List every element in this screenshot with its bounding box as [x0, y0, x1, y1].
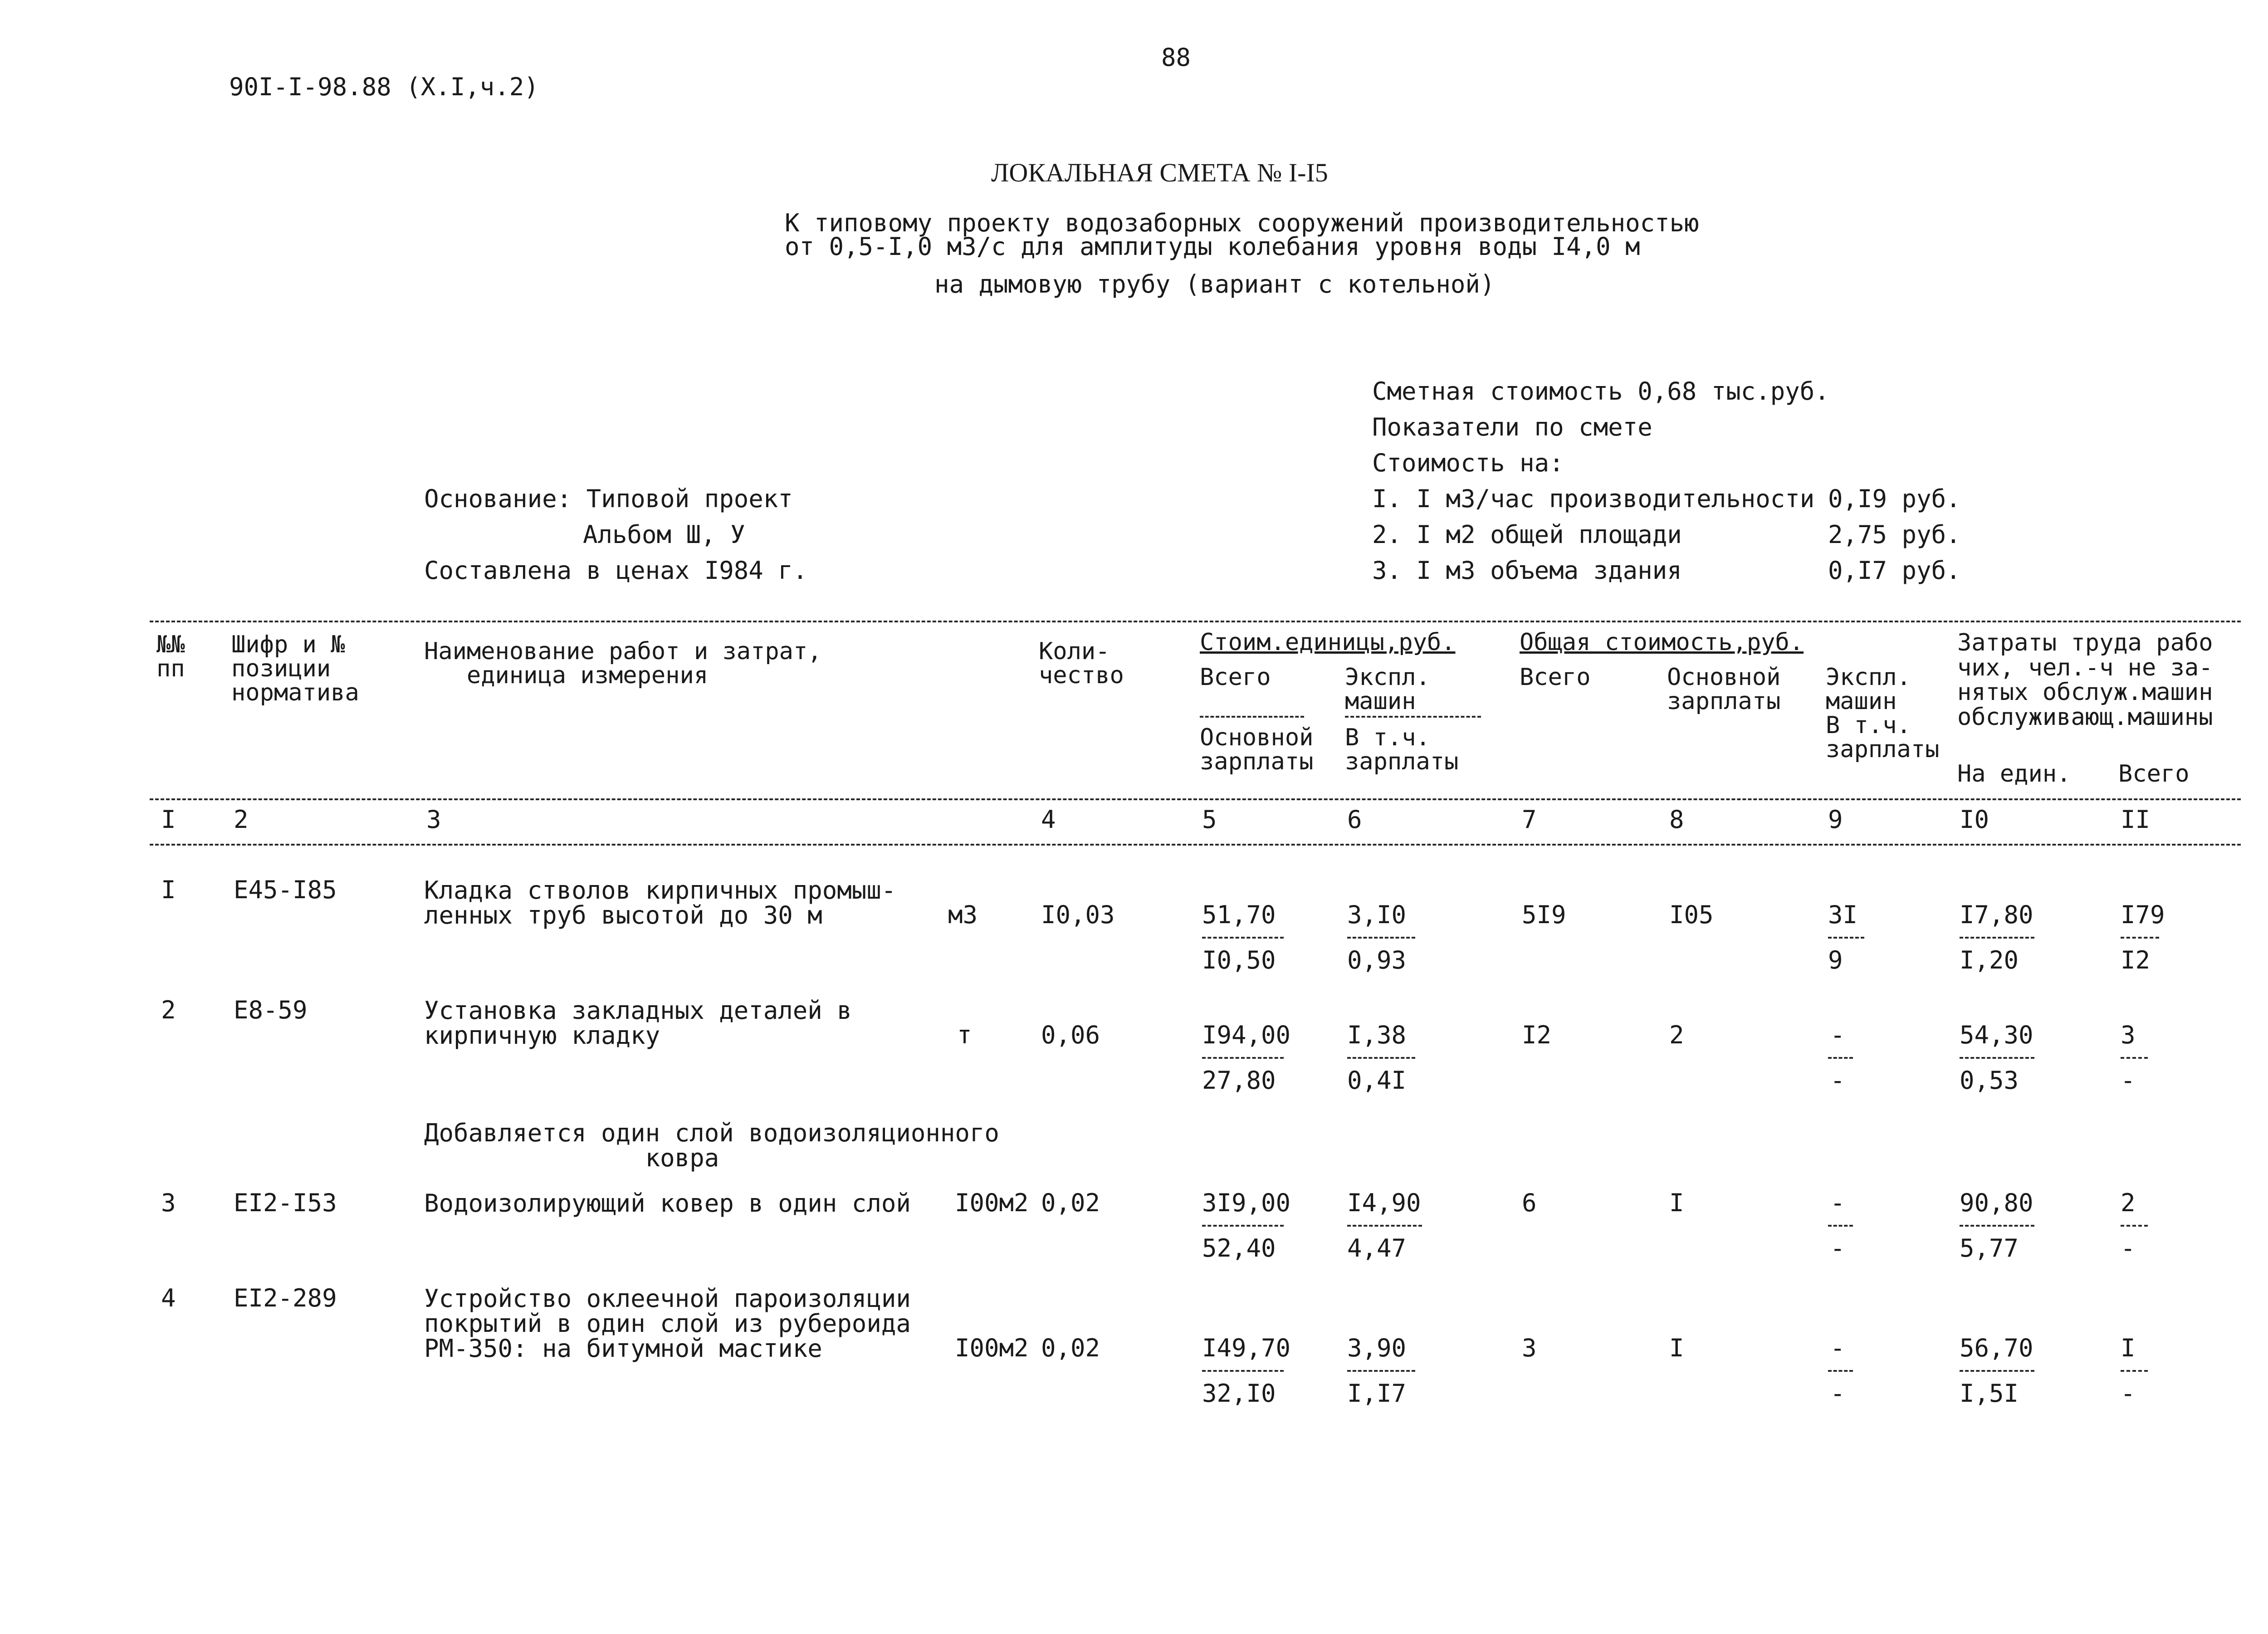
- group-header-unit-cost: Стоим.единицы,руб.: [1200, 629, 1456, 656]
- fraction-line: [1828, 937, 1864, 939]
- col-header-total-machines: Экспл. машин В т.ч. зарплаты: [1826, 664, 1940, 763]
- row-labor-total: I: [2121, 1334, 2136, 1362]
- col-header-unit-total: Всего: [1200, 664, 1271, 691]
- row-total: 5I9: [1522, 900, 1566, 929]
- column-number: II: [2121, 805, 2151, 834]
- row-number: 2: [161, 996, 176, 1024]
- row-total-wages: I: [1669, 1334, 1684, 1362]
- row-quantity: 0,02: [1041, 1334, 1100, 1362]
- fraction-line: [2121, 937, 2159, 939]
- estimate-subtitle-line-1: К типовому проекту водозаборных сооружений производительностью: [785, 209, 1699, 237]
- cost-indicator-value-3: 0,I7 руб.: [1828, 556, 1961, 585]
- fraction-line: [1828, 1057, 1853, 1059]
- unit-total-divider: [1200, 716, 1304, 718]
- row-code: ЕI2-I53: [234, 1189, 337, 1217]
- document-code: 90I-I-98.88 (X.I,ч.2): [229, 73, 539, 101]
- row-code: ЕI2-289: [234, 1284, 337, 1312]
- fraction-line: [2121, 1057, 2148, 1059]
- fraction-line: [1202, 1057, 1284, 1059]
- fraction-line: [2121, 1370, 2148, 1372]
- col-header-labor-per-unit: На един.: [1957, 760, 2071, 788]
- row-labor-total-machines: -: [2121, 1234, 2136, 1262]
- cost-indicator-label-1: I. I м3/час производительности: [1372, 484, 1815, 513]
- row-quantity: 0,06: [1041, 1021, 1100, 1049]
- fraction-line: [1960, 1370, 2034, 1372]
- row-number: 4: [161, 1284, 176, 1312]
- page-number: 88: [1161, 43, 1191, 72]
- column-numbers-top-rule: [150, 798, 2241, 800]
- column-number: 4: [1041, 805, 1056, 834]
- row-labor-per-unit-machines: 5,77: [1960, 1234, 2019, 1262]
- row-total-machines: -: [1830, 1021, 1845, 1049]
- row-unit-machine-wages: 0,4I: [1347, 1066, 1407, 1095]
- column-number: 3: [426, 805, 441, 834]
- row-unit-machines: I4,90: [1347, 1189, 1421, 1217]
- estimate-subtitle-line-2: от 0,5-I,0 м3/с для амплитуды колебания уровня воды I4,0 м: [785, 232, 1640, 261]
- column-number: 6: [1347, 805, 1362, 834]
- row-total-machines: -: [1830, 1189, 1845, 1217]
- col-header-name: Наименование работ и затрат, единица измерения: [424, 638, 822, 690]
- row-labor-per-unit-machines: I,5I: [1960, 1379, 2019, 1408]
- row-unit-machine-wages: I,I7: [1347, 1379, 1407, 1408]
- row-labor-per-unit: I7,80: [1960, 900, 2033, 929]
- row-work-name: Устройство оклеечной пароизоляции покрытий в один слой из рубероида РМ-350: на битумной мастике: [424, 1284, 911, 1363]
- row-unit-wages: 52,40: [1202, 1234, 1276, 1262]
- col-header-quantity: Коли- чество: [1039, 638, 1124, 690]
- row-total-machine-wages: -: [1830, 1234, 1845, 1262]
- column-numbers-bottom-rule: [150, 844, 2241, 846]
- row-labor-total: I79: [2121, 900, 2165, 929]
- column-number: 9: [1828, 805, 1843, 834]
- estimate-subtitle-line-3: на дымовую трубу (вариант с котельной): [934, 270, 1495, 298]
- column-number: 2: [234, 805, 249, 834]
- row-labor-per-unit: 56,70: [1960, 1334, 2033, 1362]
- cost-indicator-value-2: 2,75 руб.: [1828, 520, 1961, 549]
- row-unit-wages: I0,50: [1202, 946, 1276, 974]
- column-number: I: [161, 805, 176, 834]
- row-total-wages: I: [1669, 1189, 1684, 1217]
- group-header-total-cost: Общая стоимость,руб.: [1520, 629, 1804, 656]
- section-note: Добавляется один слой водоизоляционного ковра: [424, 1119, 999, 1173]
- row-labor-total-machines: I2: [2121, 946, 2151, 974]
- row-total-wages: 2: [1669, 1021, 1684, 1049]
- col-header-total: Всего: [1520, 664, 1591, 691]
- row-number: 3: [161, 1189, 176, 1217]
- col-header-labor-total: Всего: [2118, 760, 2190, 788]
- basis-line-3: Составлена в ценах I984 г.: [424, 556, 808, 585]
- fraction-line: [1960, 937, 2034, 939]
- estimate-title: ЛОКАЛЬНАЯ СМЕТА № I-I5: [991, 158, 1328, 187]
- group-header-labor: Затраты труда рабо чих, чел.-ч не за- нятых обслуж.машин обслуживающ.машины: [1957, 629, 2213, 731]
- col-header-unit-machines: Экспл. машин: [1345, 664, 1430, 715]
- col-header-total-wages: Основной зарплаты: [1667, 664, 1781, 715]
- indicators-title: Показатели по смете: [1372, 413, 1652, 441]
- row-total: 6: [1522, 1189, 1537, 1217]
- row-unit-machine-wages: 0,93: [1347, 946, 1407, 974]
- fraction-line: [1828, 1370, 1853, 1372]
- row-unit-machine-wages: 4,47: [1347, 1234, 1407, 1262]
- row-labor-per-unit: 90,80: [1960, 1189, 2033, 1217]
- row-unit: м3: [948, 900, 978, 929]
- row-work-name: Кладка стволов кирпичных промыш- ленных труб высотой до 30 м: [424, 876, 896, 930]
- fraction-line: [1202, 1370, 1284, 1372]
- col-header-number: №№ пп: [156, 631, 185, 683]
- row-labor-per-unit-machines: 0,53: [1960, 1066, 2019, 1095]
- row-work-name: Установка закладных деталей в кирпичную кладку: [424, 996, 852, 1050]
- row-unit: I00м2: [955, 1334, 1029, 1362]
- row-total-machine-wages: -: [1830, 1066, 1845, 1095]
- cost-indicator-value-1: 0,I9 руб.: [1828, 484, 1961, 513]
- fraction-line: [1347, 1057, 1415, 1059]
- fraction-line: [1960, 1057, 2034, 1059]
- row-total-wages: I05: [1669, 900, 1714, 929]
- row-code: Е8-59: [234, 996, 308, 1024]
- row-labor-per-unit: 54,30: [1960, 1021, 2033, 1049]
- row-code: Е45-I85: [234, 876, 337, 904]
- row-unit-wages: 27,80: [1202, 1066, 1276, 1095]
- row-labor-total-machines: -: [2121, 1379, 2136, 1408]
- cost-indicator-label-3: 3. I м3 объема здания: [1372, 556, 1682, 585]
- row-work-name: Водоизолирующий ковер в один слой: [424, 1189, 911, 1218]
- unit-machines-divider: [1345, 716, 1481, 718]
- row-unit: I00м2: [955, 1189, 1029, 1217]
- row-total: I2: [1522, 1021, 1552, 1049]
- table-top-rule: [150, 621, 2241, 622]
- cost-per-title: Стоимость на:: [1372, 449, 1564, 477]
- fraction-line: [1202, 1225, 1284, 1227]
- basis-line-2: Альбом Ш, У: [583, 520, 745, 549]
- row-number: I: [161, 876, 176, 904]
- fraction-line: [1202, 937, 1284, 939]
- row-labor-per-unit-machines: I,20: [1960, 946, 2019, 974]
- fraction-line: [1960, 1225, 2034, 1227]
- row-unit: т: [957, 1021, 972, 1049]
- row-total-machine-wages: 9: [1828, 946, 1843, 974]
- estimated-cost: Сметная стоимость 0,68 тыс.руб.: [1372, 377, 1829, 406]
- row-total-machines: -: [1830, 1334, 1845, 1362]
- col-header-unit-machine-wages: В т.ч. зарплаты: [1345, 724, 1459, 776]
- row-labor-total-machines: -: [2121, 1066, 2136, 1095]
- fraction-line: [1347, 937, 1415, 939]
- row-unit-total: I94,00: [1202, 1021, 1291, 1049]
- row-labor-total: 2: [2121, 1189, 2136, 1217]
- row-unit-total: 51,70: [1202, 900, 1276, 929]
- fraction-line: [2121, 1225, 2148, 1227]
- cost-indicator-label-2: 2. I м2 общей площади: [1372, 520, 1682, 549]
- row-unit-machines: I,38: [1347, 1021, 1407, 1049]
- row-unit-wages: 32,I0: [1202, 1379, 1276, 1408]
- row-labor-total: 3: [2121, 1021, 2136, 1049]
- row-unit-machines: 3,I0: [1347, 900, 1407, 929]
- row-quantity: 0,02: [1041, 1189, 1100, 1217]
- col-header-unit-wages: Основной зарплаты: [1200, 724, 1314, 776]
- column-number: 8: [1669, 805, 1684, 834]
- fraction-line: [1828, 1225, 1853, 1227]
- fraction-line: [1347, 1370, 1415, 1372]
- row-total-machines: 3I: [1828, 900, 1858, 929]
- row-quantity: I0,03: [1041, 900, 1115, 929]
- row-unit-machines: 3,90: [1347, 1334, 1407, 1362]
- row-unit-total: I49,70: [1202, 1334, 1291, 1362]
- basis-line-1: Основание: Типовой проект: [424, 484, 793, 513]
- row-unit-total: 3I9,00: [1202, 1189, 1291, 1217]
- row-total: 3: [1522, 1334, 1537, 1362]
- column-number: I0: [1960, 805, 1989, 834]
- column-number: 5: [1202, 805, 1217, 834]
- col-header-code: Шифр и № позиции норматива: [231, 631, 359, 707]
- fraction-line: [1347, 1225, 1422, 1227]
- column-number: 7: [1522, 805, 1537, 834]
- row-total-machine-wages: -: [1830, 1379, 1845, 1408]
